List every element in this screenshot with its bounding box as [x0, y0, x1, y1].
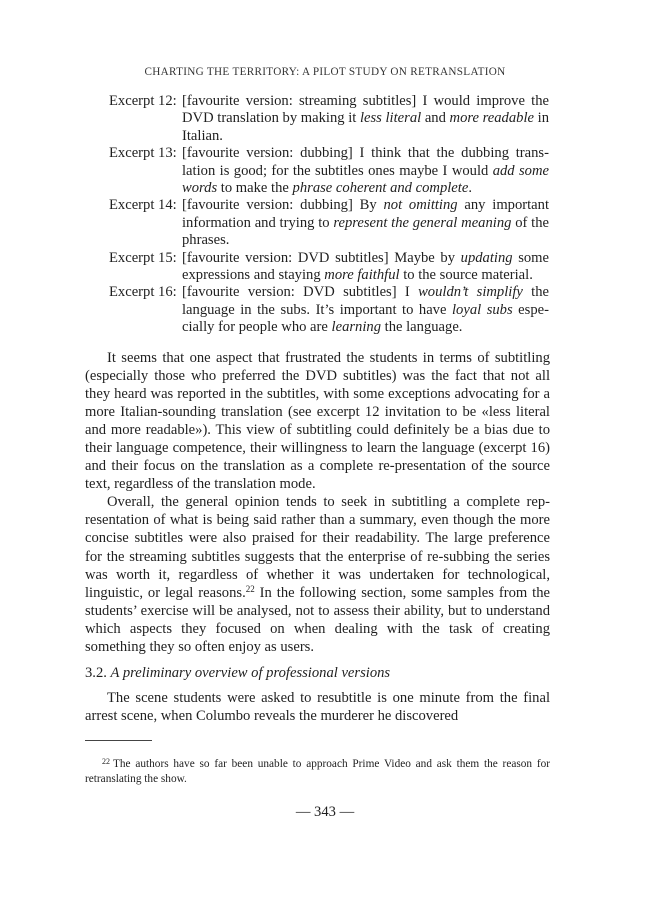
- footnote-text: The authors have so far been unable to approach Prime Video and ask them the reason for retranslating the show.: [85, 758, 550, 785]
- excerpt-text-run: [favourite version: dubbing] By: [182, 197, 384, 214]
- footnote-number: 22: [102, 757, 110, 766]
- excerpt-text-run: [favourite version: streaming subtitles] I would improve the DVD translation by making it: [182, 93, 549, 127]
- excerpt-text: [182, 250, 549, 285]
- excerpt-text-run: in Italian.: [182, 110, 549, 144]
- excerpt-text-run: of the phrases.: [182, 214, 549, 249]
- excerpt-item: [109, 197, 549, 249]
- excerpt-text-run: to make the: [217, 180, 293, 197]
- section-number: 3.2.: [85, 665, 107, 681]
- page-number: — 343 —: [295, 804, 355, 820]
- excerpt-text-run: any important information and trying to: [182, 197, 550, 231]
- excerpt-text-run: to the source material.: [399, 267, 533, 284]
- excerpt-item: [109, 145, 549, 197]
- paragraph-2-text-start: Overall, the general opinion tends to seek in subtitling a complete representation of what is being said rather than a summary, even though the more concise subtitles were also praised for their readability. The large preference for the streaming subtitles suggests that the enterprise of re-subbing the series was worth it, regardless of whether it was undertaken for technological, linguistic, or legal reasons.: [85, 494, 550, 601]
- excerpt-label: Excerpt 12:: [109, 93, 177, 109]
- footnote-reference[interactable]: 22: [245, 583, 255, 594]
- excerpt-text-run: [favourite version: dubbing] I think that the dubbing translation is good; for the subtitles ones maybe I would: [182, 145, 549, 179]
- paragraph-3: [85, 689, 550, 725]
- excerpt-list: [109, 93, 549, 337]
- excerpt-item: [109, 250, 549, 285]
- excerpt-emphasis: represent the general meaning: [333, 214, 512, 231]
- excerpt-emphasis: more faithful: [324, 267, 400, 284]
- excerpt-emphasis: wouldn’t simplify: [418, 284, 523, 301]
- excerpt-emphasis: more readable: [449, 110, 534, 127]
- footnote-divider: [85, 740, 152, 741]
- excerpt-text-run: .: [468, 180, 472, 197]
- excerpt-item: [109, 93, 549, 145]
- excerpt-item: [109, 284, 549, 336]
- excerpt-text: [182, 197, 549, 249]
- paragraph-1: [85, 349, 550, 493]
- running-head: CHARTING THE TERRITORY: A PILOT STUDY ON RETRANSLATION: [144, 66, 506, 78]
- paragraph-2: [85, 493, 550, 655]
- excerpt-label: Excerpt 16:: [109, 284, 177, 301]
- excerpt-emphasis: less literal: [359, 110, 422, 127]
- excerpt-text-run: the language.: [381, 319, 463, 336]
- excerpt-text-run: some expressions and staying: [182, 249, 549, 284]
- excerpt-emphasis: updating: [460, 249, 513, 266]
- body-text: [85, 349, 550, 656]
- paragraph-2-text-end: In the following section, some samples from the students’ exercise will be analysed, not to assess their ability, but to understand which aspects they focused on when dealing with the task of creating something they so often enjoy as users.: [85, 584, 550, 655]
- section-title: A preliminary overview of professional versions: [110, 665, 391, 681]
- excerpt-emphasis: loyal subs: [451, 301, 513, 318]
- excerpt-emphasis: learning: [331, 319, 381, 336]
- paragraph-3-text: The scene students were asked to resubtitle is one minute from the final arrest scene, when Columbo reveals the murderer he discovered: [85, 690, 550, 725]
- excerpt-text-run: the language in the subs. It’s important to have: [182, 284, 549, 318]
- excerpt-label: Excerpt 13:: [109, 145, 177, 162]
- excerpt-text-run: and: [421, 110, 450, 127]
- excerpt-text: [182, 284, 549, 336]
- excerpt-text: [182, 93, 549, 145]
- excerpt-label: Excerpt 14:: [109, 197, 177, 214]
- excerpt-emphasis: add some words: [182, 162, 549, 197]
- excerpt-emphasis: phrase coherent and complete: [292, 180, 469, 197]
- excerpt-emphasis: not omitting: [383, 197, 458, 214]
- section-heading: [85, 664, 550, 682]
- excerpt-text-run: especially for people who are: [182, 301, 549, 336]
- excerpt-text-run: [favourite version: DVD subtitles] I: [182, 284, 419, 301]
- footnote: [85, 754, 550, 787]
- excerpt-text: [182, 145, 549, 197]
- body-text-section: [85, 689, 550, 725]
- excerpt-label: Excerpt 15:: [109, 249, 177, 266]
- paragraph-1-text: It seems that one aspect that frustrated the students in terms of subtitling (especially those who preferred the DVD subtitles) was the fact that not all they heard was reported in the subtitles, with some exceptions advocating for a more Italian-sounding translation (see excerpt 12 invitation to be «less literal and more readable»). This view of subtitling could definitely be a bias due to their language competence, their willingness to learn the language (excerpt 16) and their focus on the translation as a complete re-presentation of the source text, regardless of the translation mode.: [85, 350, 550, 493]
- excerpt-text-run: [favourite version: DVD subtitles] Maybe by: [182, 249, 461, 266]
